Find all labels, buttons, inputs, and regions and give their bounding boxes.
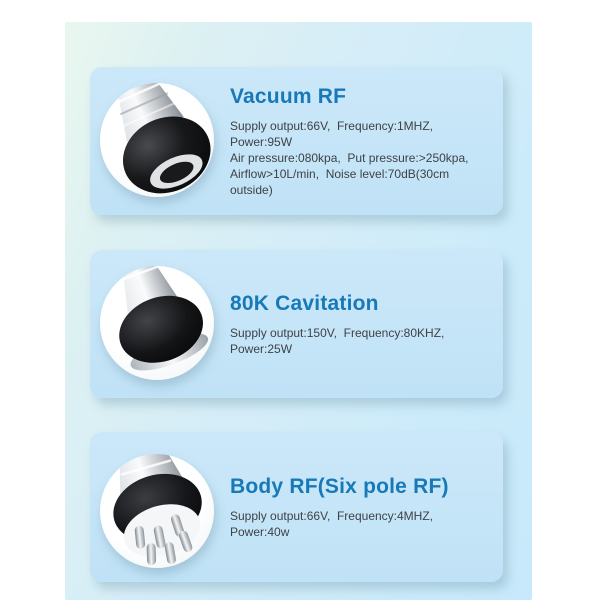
card-text-body-rf: [230, 432, 491, 582]
spec-list: [230, 325, 491, 357]
six-pole-rf-photo-circle: [100, 454, 214, 568]
product-spec-panel: [65, 22, 532, 600]
card-body-rf-six-pole: [90, 432, 503, 582]
card-title: Vacuum RF: [230, 84, 347, 108]
card-title: Body RF(Six pole RF): [230, 474, 449, 498]
80k-cavitation-photo-circle: [100, 266, 214, 380]
spec-list: [230, 118, 491, 198]
spec-list: [230, 508, 491, 540]
card-80k-cavitation: [90, 250, 503, 398]
card-title: 80K Cavitation: [230, 291, 379, 315]
card-text-vacuum-rf: [230, 67, 491, 215]
spec-line: Supply output:66V, Frequency:1MHZ, Power:95W: [230, 118, 440, 149]
card-text-80k-cavitation: [230, 250, 491, 398]
spec-line: Supply output:150V, Frequency:80KHZ, Power:25W: [230, 325, 452, 356]
spec-line: Air pressure:080kpa, Put pressure:>250kpa,: [230, 150, 469, 165]
card-vacuum-rf: [90, 67, 503, 215]
six-pole-rf-handpiece-photo: [100, 454, 214, 568]
spec-line: Supply output:66V, Frequency:4MHZ, Power:40w: [230, 508, 440, 539]
vacuum-rf-photo-circle: [100, 83, 214, 197]
80k-cavitation-handpiece-photo: [100, 266, 214, 380]
spec-line: Airflow>10L/min, Noise level:70dB(30cm outside): [230, 166, 453, 197]
vacuum-rf-handpiece-photo: [100, 83, 214, 197]
